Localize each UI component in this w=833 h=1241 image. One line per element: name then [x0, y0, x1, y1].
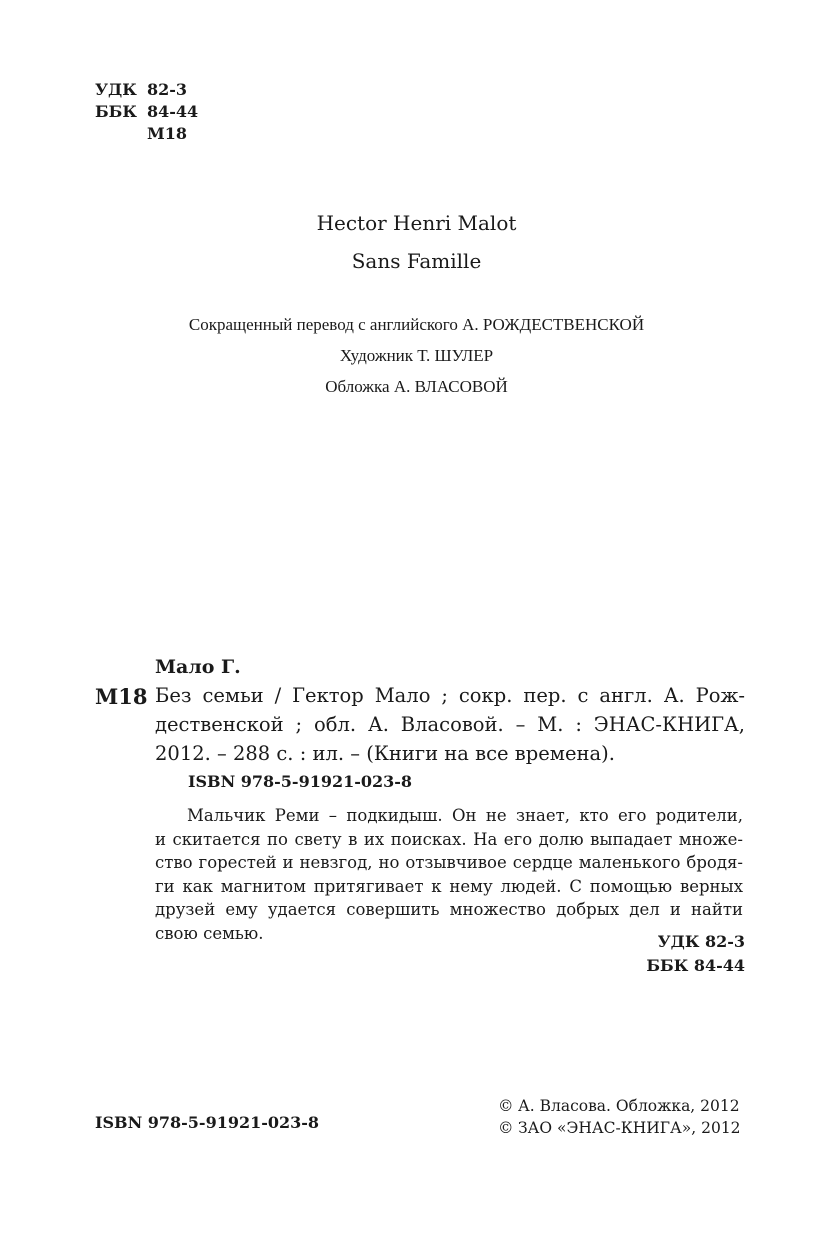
bib-isbn: ISBN 978-5-91921-023-8: [188, 772, 413, 791]
bib-udk: УДК 82-3: [657, 932, 745, 951]
bbk-value: 84-44: [147, 102, 199, 121]
classification-top: [95, 79, 198, 145]
original-author: Hector Henri Malot: [316, 211, 517, 235]
bib-description-line: Без семьи / Гектор Мало ; сокр. пер. с англ. А. Рож-: [155, 684, 745, 707]
annotation-line: ги как магнитом притягивает к нему людей. С помощью верных: [155, 876, 743, 896]
author-mark-top: М18: [147, 124, 187, 143]
bib-bbk: ББК 84-44: [646, 956, 745, 975]
annotation-line: друзей ему удается совершить множество добрых дел и найти: [155, 900, 743, 919]
artist-credit: Художник Т. ШУЛЕР: [339, 346, 494, 365]
copyright-icon: ©: [498, 1119, 514, 1137]
copyright-text: ЗАО «ЭНАС-КНИГА», 2012: [518, 1119, 741, 1137]
bib-description-line: 2012. – 288 с. : ил. – (Книги на все времена).: [155, 742, 615, 765]
bib-description: [155, 681, 745, 768]
udk-row: [95, 79, 198, 101]
copyright-block: [498, 1095, 741, 1139]
copyright-text: А. Власова. Обложка, 2012: [518, 1097, 740, 1115]
udk-label: УДК: [95, 80, 137, 99]
bib-description-line: дественской ; обл. А. Власовой. – М. : ЭНАС-КНИГА,: [155, 713, 745, 736]
copyright-line: [498, 1117, 741, 1139]
annotation-line: Мальчик Реми – подкидыш. Он не знает, кто его родители,: [187, 806, 743, 825]
udk-value: 82-3: [147, 80, 188, 99]
translation-credit: Сокращенный перевод с английского А. РОЖДЕСТВЕНСКОЙ: [188, 315, 645, 334]
original-title: Sans Famille: [351, 249, 482, 273]
cover-credit: Обложка А. ВЛАСОВОЙ: [325, 377, 508, 396]
annotation-line: и скитается по свету в их поисках. На его долю выпадает множе-: [155, 829, 743, 849]
bib-author-mark: М18: [95, 684, 148, 709]
classification-bottom: [646, 930, 745, 978]
bbk-label: ББК: [95, 102, 137, 121]
bib-annotation: [155, 804, 743, 945]
bbk-row: [95, 101, 198, 123]
footer-isbn: ISBN 978-5-91921-023-8: [95, 1113, 320, 1132]
bib-author-heading: Мало Г.: [155, 656, 241, 678]
copyright-icon: ©: [498, 1097, 514, 1115]
annotation-line: свою семью.: [155, 923, 264, 943]
copyright-line: [498, 1095, 741, 1117]
author-mark-row: [95, 123, 198, 145]
annotation-line: ство горестей и невзгод, но отзывчивое сердце маленького бродя-: [155, 853, 743, 872]
